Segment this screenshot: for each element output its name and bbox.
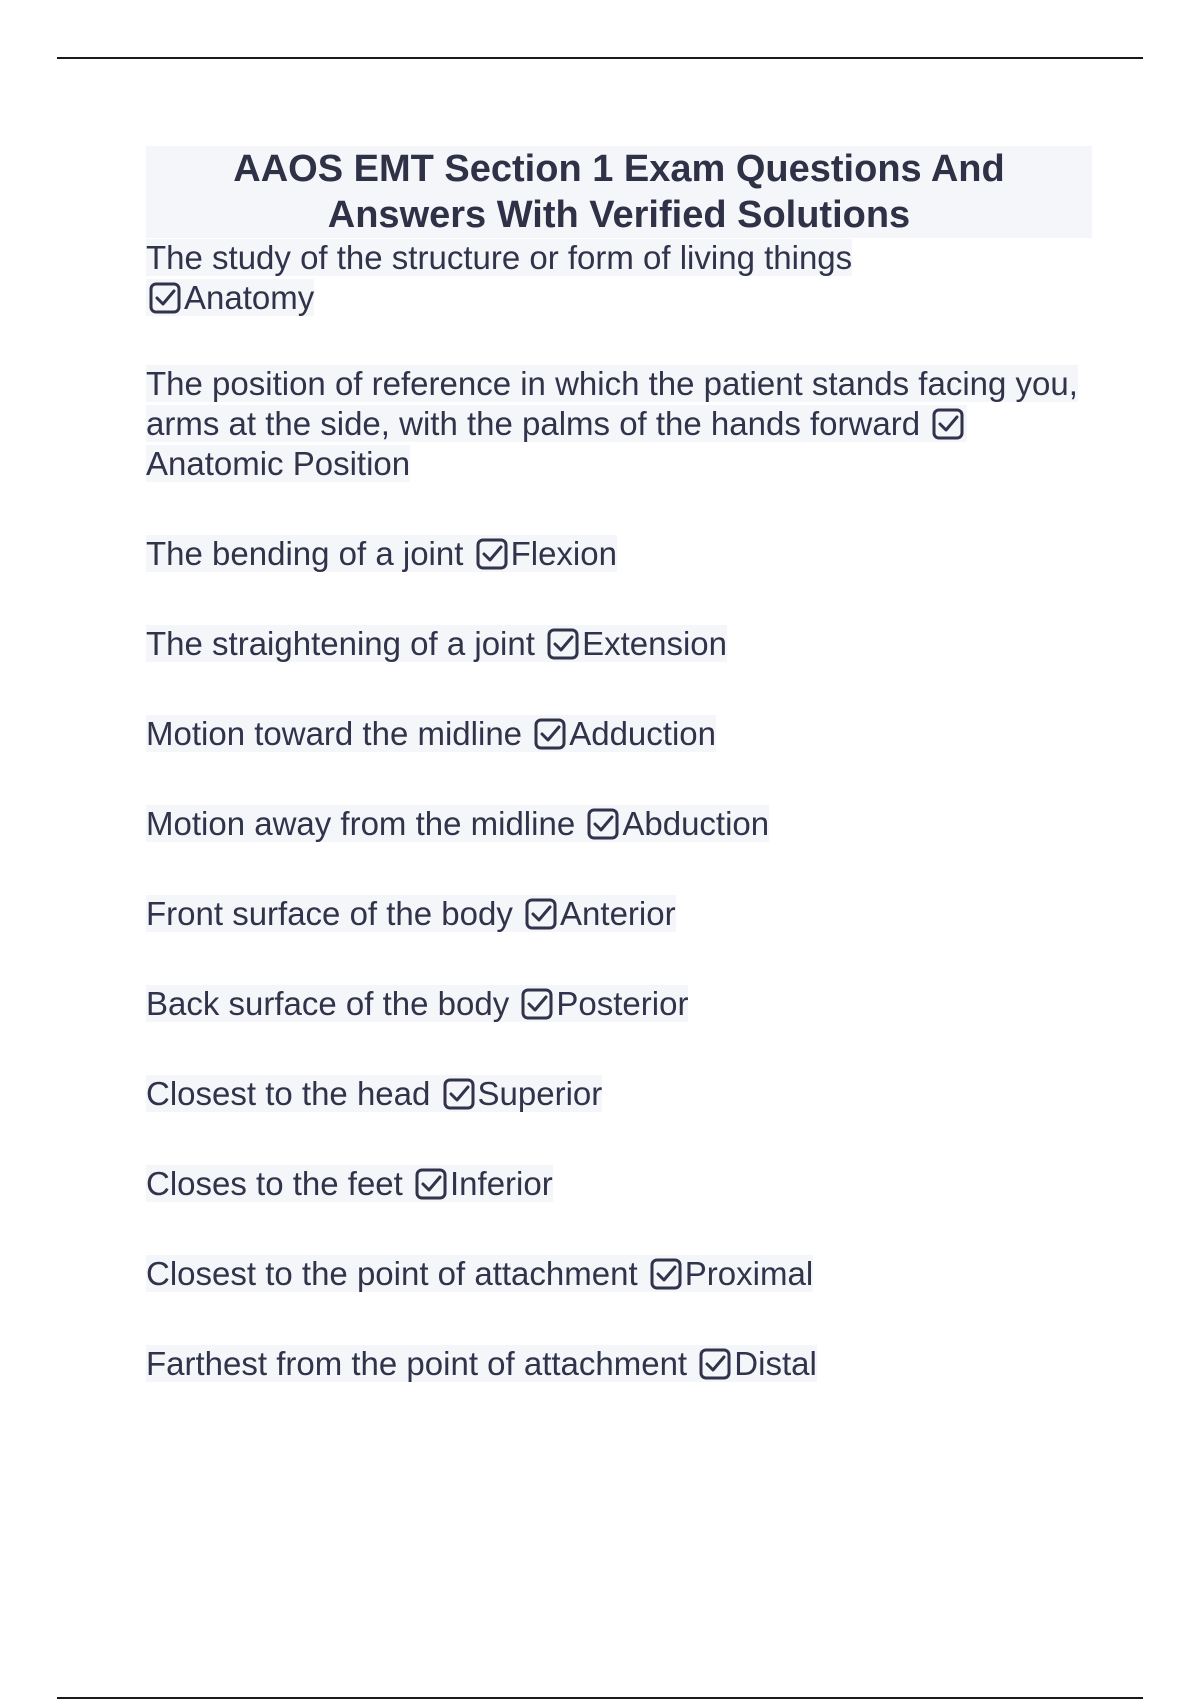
qa-item	[146, 364, 1092, 484]
question-text: Motion toward the midline	[146, 715, 523, 752]
question-text: Closest to the point of attachment	[146, 1255, 638, 1292]
answer-text: Anterior	[560, 895, 676, 932]
answer-text: Superior	[477, 1075, 603, 1112]
document-title	[146, 146, 1092, 238]
answer-text: Posterior	[556, 985, 689, 1022]
checkbox-checked-icon	[533, 717, 567, 751]
checkbox-checked-icon	[698, 1347, 732, 1381]
question-text: The bending of a joint	[146, 535, 464, 572]
question-text: The straightening of a joint	[146, 625, 535, 662]
qa-item	[146, 804, 1092, 844]
answer-text: Anatomic Position	[146, 445, 411, 482]
checkbox-checked-icon	[649, 1257, 683, 1291]
document-body	[146, 146, 1092, 1384]
answer-text: Distal	[734, 1345, 817, 1382]
question-text: The study of the structure or form of living things	[146, 239, 853, 276]
qa-item	[146, 714, 1092, 754]
title-line-1: AAOS EMT Section 1 Exam Questions And	[233, 148, 1005, 190]
checkbox-checked-icon	[414, 1167, 448, 1201]
qa-item	[146, 894, 1092, 934]
answer-text: Abduction	[622, 805, 770, 842]
checkbox-checked-icon	[148, 281, 182, 315]
qa-item	[146, 624, 1092, 664]
title-line-2: Answers With Verified Solutions	[327, 194, 911, 236]
answer-text: Anatomy	[184, 279, 315, 316]
qa-item	[146, 1074, 1092, 1114]
checkbox-checked-icon	[524, 897, 558, 931]
qa-item	[146, 238, 1092, 318]
question-text: Closest to the head	[146, 1075, 431, 1112]
answer-text: Flexion	[510, 535, 617, 572]
answer-text: Inferior	[450, 1165, 553, 1202]
question-text: Closes to the feet	[146, 1165, 403, 1202]
checkbox-checked-icon	[475, 537, 509, 571]
question-text: Front surface of the body	[146, 895, 513, 932]
qa-item	[146, 984, 1092, 1024]
qa-item	[146, 1344, 1092, 1384]
checkbox-checked-icon	[586, 807, 620, 841]
answer-text: Proximal	[684, 1255, 814, 1292]
qa-item	[146, 1164, 1092, 1204]
qa-item	[146, 1254, 1092, 1294]
answer-text: Extension	[582, 625, 728, 662]
checkbox-checked-icon	[442, 1077, 476, 1111]
qa-item	[146, 534, 1092, 574]
answer-text: Adduction	[569, 715, 716, 752]
checkbox-checked-icon	[931, 407, 965, 441]
bottom-rule	[57, 1697, 1143, 1699]
top-rule	[57, 57, 1143, 59]
question-text: Back surface of the body	[146, 985, 510, 1022]
question-text: Motion away from the midline	[146, 805, 576, 842]
checkbox-checked-icon	[546, 627, 580, 661]
question-text: The position of reference in which the patient stands facing you, arms at the side, with the palms of the hands forward	[146, 365, 1078, 442]
checkbox-checked-icon	[520, 987, 554, 1021]
question-text: Farthest from the point of attachment	[146, 1345, 688, 1382]
